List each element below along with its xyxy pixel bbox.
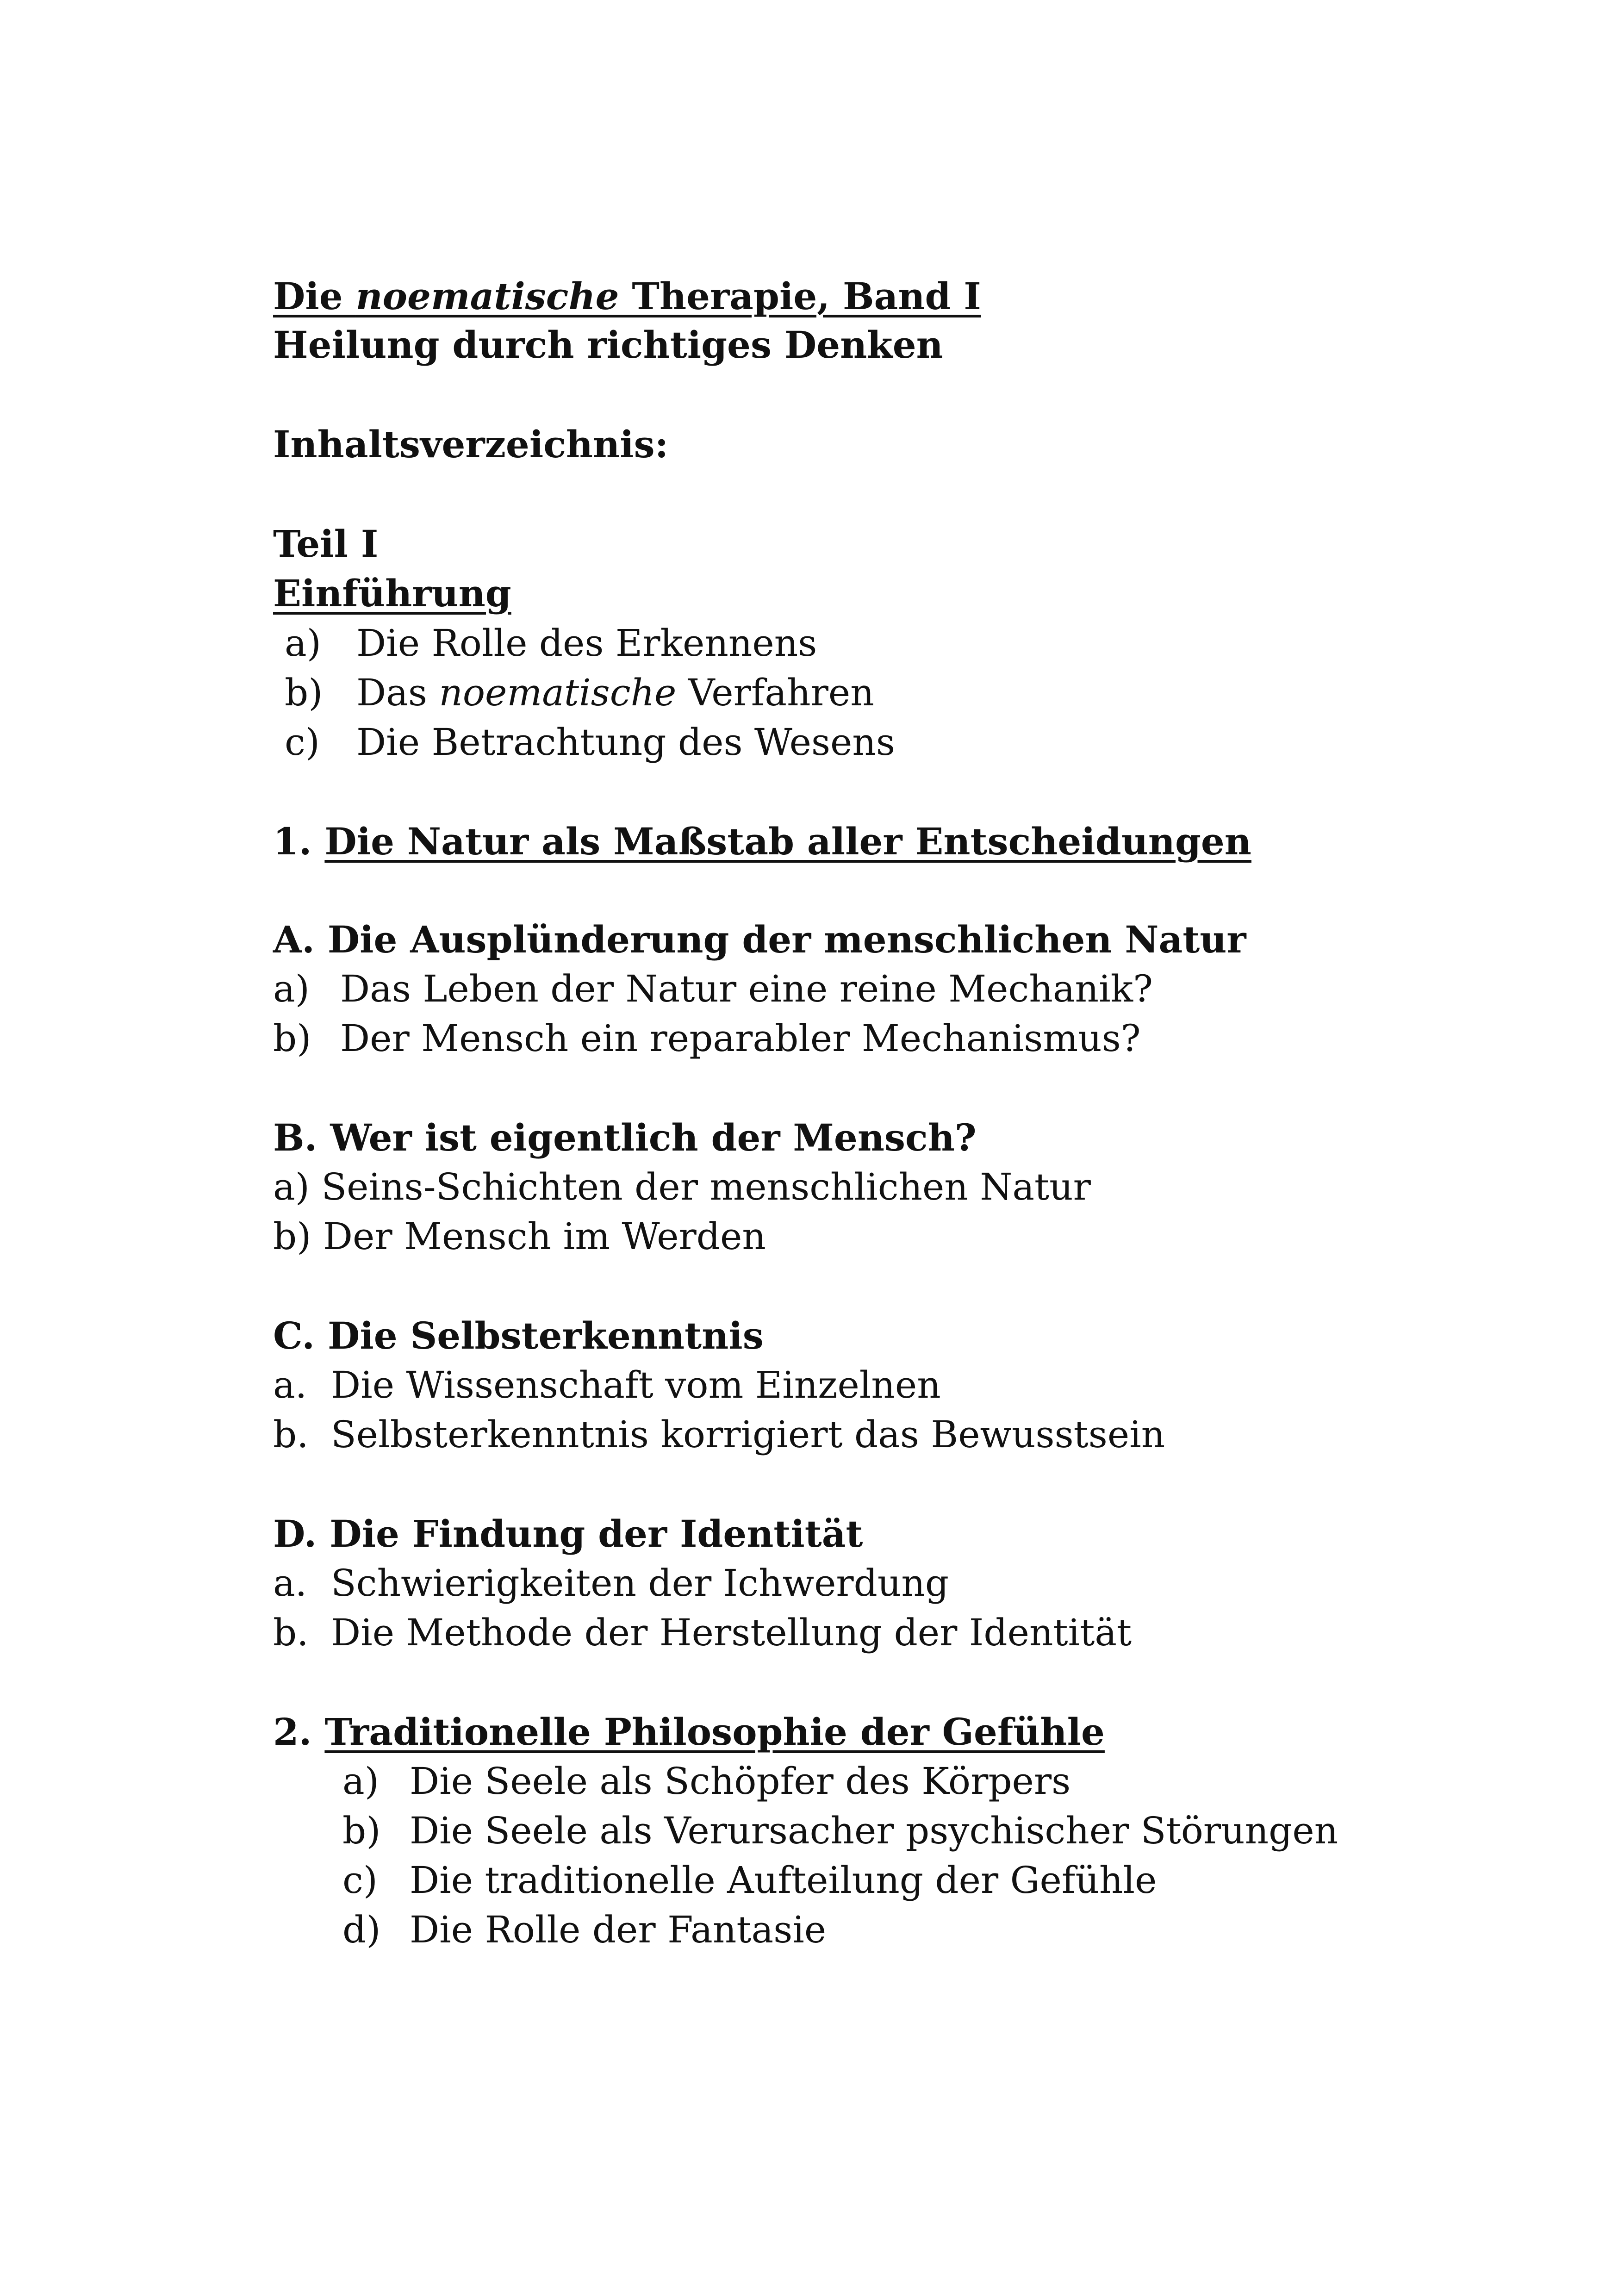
list-marker: a. [273, 1363, 307, 1406]
list-item-text-pre: Das [356, 671, 439, 714]
list-marker: b) [273, 1017, 311, 1060]
title-prefix: Die [273, 274, 356, 318]
section-a-heading: A. Die Ausplünderung der menschlichen Natur [273, 918, 1246, 961]
list-item [273, 1165, 1091, 1208]
list-marker: b. [273, 1611, 309, 1654]
document-title [273, 274, 981, 318]
title-suffix: Therapie, Band I [619, 274, 981, 318]
list-item [342, 1908, 827, 1951]
list-item-text: Die Rolle des Erkennens [356, 622, 817, 665]
list-item-text: Die Methode der Herstellung der Identität [331, 1611, 1132, 1654]
list-item [273, 1562, 949, 1605]
list-marker: b) [273, 1215, 311, 1258]
list-item-text: Schwierigkeiten der Ichwerdung [331, 1562, 949, 1605]
chapter-number: 1. [273, 820, 312, 863]
list-marker: c) [285, 721, 320, 764]
section-c-heading: C. Die Selbsterkenntnis [273, 1314, 764, 1357]
chapter-title: Traditionelle Philosophie der Gefühle [324, 1710, 1105, 1754]
chapter-title: Die Natur als Maßstab aller Entscheidungen [324, 820, 1251, 863]
part-label: Teil I [273, 522, 379, 566]
list-item-text: Die Wissenschaft vom Einzelnen [331, 1363, 941, 1406]
list-marker: a) [273, 967, 310, 1010]
section-d-heading: D. Die Findung der Identität [273, 1512, 863, 1556]
list-item-text: Die Seele als Schöpfer des Körpers [410, 1760, 1071, 1803]
list-item-text: Der Mensch ein reparabler Mechanismus? [340, 1017, 1141, 1060]
list-item-text: Die Rolle der Fantasie [410, 1908, 827, 1951]
list-item-text: Die traditionelle Aufteilung der Gefühle [410, 1859, 1157, 1902]
list-item [285, 622, 817, 665]
list-item [342, 1809, 1338, 1852]
list-marker: b) [285, 671, 323, 714]
title-italic: noematische [355, 274, 619, 318]
document-subtitle: Heilung durch richtiges Denken [273, 323, 943, 367]
list-item [273, 1017, 1141, 1060]
list-item [273, 1363, 941, 1406]
list-marker: a. [273, 1562, 307, 1605]
chapter-2-heading [273, 1710, 1105, 1754]
list-item-text: Die Betrachtung des Wesens [356, 721, 895, 764]
list-marker: c) [342, 1859, 378, 1902]
list-item [273, 967, 1153, 1010]
toc-heading: Inhaltsverzeichnis: [273, 423, 669, 466]
list-item-text-post: Verfahren [676, 671, 874, 714]
list-item-text-italic: noematische [439, 671, 677, 714]
chapter-number: 2. [273, 1710, 312, 1754]
list-item-text: Das Leben der Natur eine reine Mechanik? [340, 967, 1153, 1010]
list-item-text: Der Mensch im Werden [323, 1215, 766, 1258]
list-item-text: Die Seele als Verursacher psychischer Störungen [410, 1809, 1338, 1852]
list-item-text: Seins-Schichten der menschlichen Natur [321, 1165, 1091, 1208]
list-marker: d) [342, 1908, 381, 1951]
list-item-text: Selbsterkenntnis korrigiert das Bewusstsein [331, 1413, 1165, 1456]
list-marker: b) [342, 1809, 381, 1852]
chapter-1-heading [273, 820, 1251, 863]
list-item [342, 1760, 1071, 1803]
list-item [273, 1611, 1132, 1654]
list-item [342, 1859, 1157, 1902]
section-b-heading: B. Wer ist eigentlich der Mensch? [273, 1116, 977, 1159]
list-marker: a) [342, 1760, 379, 1803]
part-heading: Einführung [273, 572, 511, 615]
list-marker: a) [273, 1165, 310, 1208]
list-item [273, 1413, 1165, 1456]
list-item [285, 671, 874, 714]
list-marker: b. [273, 1413, 309, 1456]
list-marker: a) [285, 622, 321, 665]
list-item [285, 721, 895, 764]
list-item [273, 1215, 766, 1258]
